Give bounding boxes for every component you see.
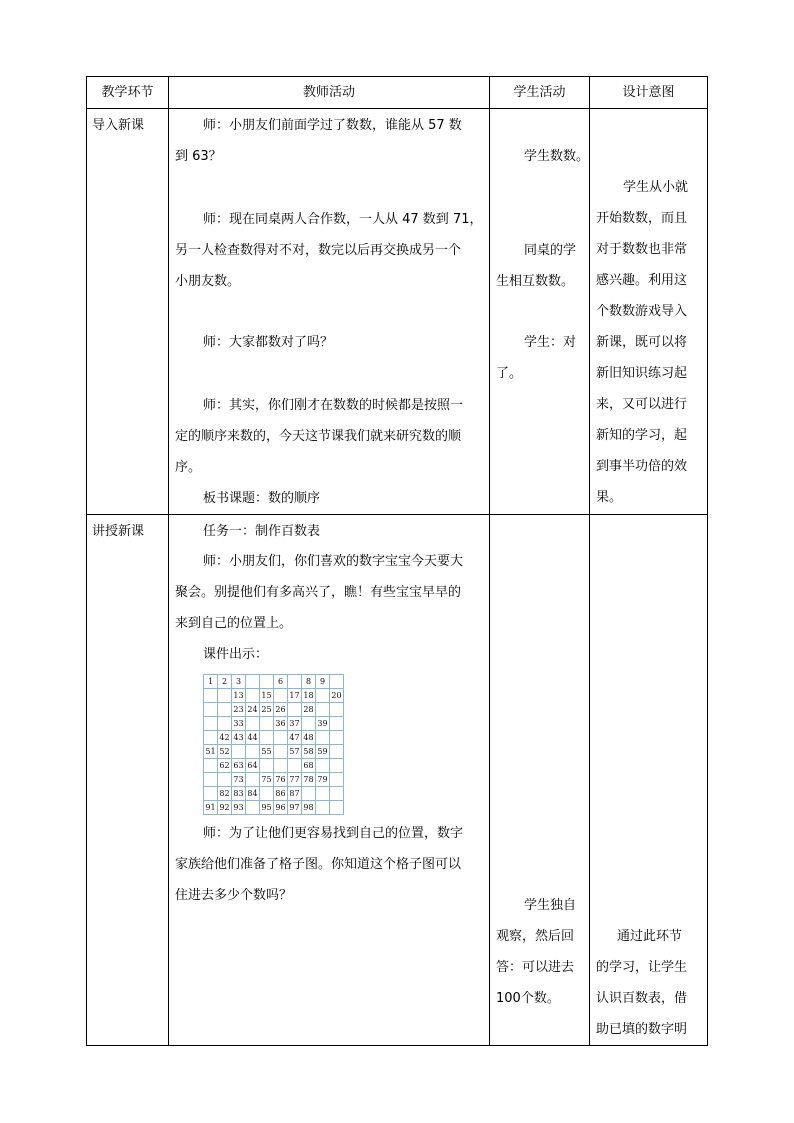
teacher-line: 来到自己的位置上。 [175, 616, 293, 631]
header-stage: 教学环节 [101, 85, 154, 100]
student-line: 观察，然后回 [496, 929, 575, 944]
grid-row [204, 759, 344, 773]
courseware-caption: 课件出示： [203, 647, 269, 662]
grid-cell [260, 717, 274, 731]
header-student-activity: 学生活动 [513, 85, 566, 100]
grid-cell: 23 [232, 703, 246, 717]
grid-cell [330, 675, 344, 689]
grid-cell [316, 731, 330, 745]
grid-cell: 97 [288, 801, 302, 815]
grid-cell: 86 [274, 787, 288, 801]
grid-row [204, 787, 344, 801]
grid-cell: 91 [204, 801, 218, 815]
grid-cell [246, 675, 260, 689]
section-divider [86, 514, 708, 515]
grid-cell [330, 703, 344, 717]
grid-cell: 9 [316, 675, 330, 689]
hundred-grid [203, 674, 344, 815]
grid-cell [218, 717, 232, 731]
student-line: 学生独自 [524, 898, 577, 913]
design-line: 认识百数表，借 [596, 991, 688, 1006]
design-line: 果。 [596, 490, 623, 505]
grid-cell: 79 [316, 773, 330, 787]
grid-cell: 76 [274, 773, 288, 787]
teacher-line: 序。 [175, 460, 202, 475]
student-line: 100个数。 [496, 991, 560, 1006]
grid-cell [330, 787, 344, 801]
grid-row [204, 717, 344, 731]
grid-cell: 20 [330, 689, 344, 703]
grid-cell: 73 [232, 773, 246, 787]
teacher-line: 住进去多少个数吗？ [175, 888, 293, 903]
grid-cell [302, 717, 316, 731]
teacher-line: 师：小朋友们前面学过了数数，谁能从 57 数 [203, 118, 462, 133]
grid-cell: 24 [246, 703, 260, 717]
teacher-line: 定的顺序来数的，今天这节课我们就来研究数的顺 [175, 429, 462, 444]
section-label-intro: 导入新课 [92, 118, 145, 133]
grid-cell: 68 [302, 759, 316, 773]
student-line: 生相互数数。 [496, 274, 575, 289]
task-title: 任务一：制作百数表 [203, 524, 321, 539]
grid-cell [260, 787, 274, 801]
student-line: 学生数数。 [524, 149, 590, 164]
teacher-line: 师：为了让他们更容易找到自己的位置，数字 [203, 826, 464, 841]
grid-cell [204, 689, 218, 703]
grid-cell [274, 759, 288, 773]
design-line: 新知的学习，起 [596, 428, 688, 443]
grid-cell: 6 [274, 675, 288, 689]
teacher-line: 聚会。别提他们有多高兴了，瞧！有些宝宝早早的 [175, 585, 462, 600]
grid-cell [204, 759, 218, 773]
grid-cell: 95 [260, 801, 274, 815]
table-bottom-border [86, 1045, 708, 1046]
grid-cell: 15 [260, 689, 274, 703]
grid-cell: 92 [218, 801, 232, 815]
grid-cell: 57 [288, 745, 302, 759]
grid-cell: 83 [232, 787, 246, 801]
grid-cell [330, 773, 344, 787]
grid-cell: 55 [260, 745, 274, 759]
grid-cell [218, 703, 232, 717]
grid-cell [316, 689, 330, 703]
grid-cell: 63 [232, 759, 246, 773]
grid-cell: 84 [246, 787, 260, 801]
grid-cell: 52 [218, 745, 232, 759]
column-divider-3 [589, 76, 590, 1046]
grid-cell: 48 [302, 731, 316, 745]
grid-cell [260, 731, 274, 745]
grid-row [204, 703, 344, 717]
grid-cell: 33 [232, 717, 246, 731]
grid-cell [204, 773, 218, 787]
grid-row [204, 675, 344, 689]
teacher-line: 师：大家都数对了吗？ [203, 335, 334, 350]
grid-cell: 39 [316, 717, 330, 731]
grid-cell [204, 787, 218, 801]
table-left-border [86, 76, 87, 1046]
teacher-line: 师：现在同桌两人合作数，一人从 47 数到 71， [203, 212, 483, 227]
grid-cell: 82 [218, 787, 232, 801]
grid-cell [246, 717, 260, 731]
grid-cell: 58 [302, 745, 316, 759]
teacher-line: 师：其实，你们刚才在数数的时候都是按照一 [203, 398, 464, 413]
teacher-line: 师：小朋友们，你们喜欢的数字宝宝今天要大 [203, 554, 464, 569]
teacher-line: 到 63？ [175, 149, 222, 164]
grid-cell [204, 717, 218, 731]
teacher-line: 家族给他们准备了格子图。你知道这个格子图可以 [175, 857, 462, 872]
grid-cell: 26 [274, 703, 288, 717]
grid-cell [302, 787, 316, 801]
design-line: 助已填的数字明 [596, 1022, 688, 1037]
grid-cell [316, 787, 330, 801]
column-divider-2 [489, 76, 490, 1046]
student-line: 同桌的学 [524, 243, 577, 258]
design-line: 个数数游戏导入 [596, 304, 688, 319]
grid-cell [330, 731, 344, 745]
grid-cell: 42 [218, 731, 232, 745]
grid-cell [316, 801, 330, 815]
grid-row [204, 745, 344, 759]
grid-cell [274, 745, 288, 759]
design-line: 对于数数也非常 [596, 242, 688, 257]
grid-cell: 75 [260, 773, 274, 787]
grid-row [204, 689, 344, 703]
design-line: 通过此环节 [617, 929, 683, 944]
design-line: 开始数数，而且 [596, 211, 688, 226]
grid-cell: 64 [246, 759, 260, 773]
grid-row [204, 773, 344, 787]
grid-cell: 1 [204, 675, 218, 689]
grid-cell: 87 [288, 787, 302, 801]
grid-cell: 3 [232, 675, 246, 689]
teacher-line: 小朋友数。 [175, 274, 241, 289]
grid-cell: 2 [218, 675, 232, 689]
grid-cell [232, 745, 246, 759]
grid-cell: 17 [288, 689, 302, 703]
student-line: 学生：对 [524, 335, 577, 350]
student-line: 答：可以进去 [496, 960, 575, 975]
design-line: 学生从小就 [623, 180, 689, 195]
board-title-line: 板书课题：数的顺序 [203, 491, 321, 506]
grid-cell [316, 703, 330, 717]
grid-cell: 47 [288, 731, 302, 745]
grid-cell [260, 675, 274, 689]
design-line: 新课，既可以将 [596, 335, 688, 350]
grid-cell: 51 [204, 745, 218, 759]
grid-cell [246, 801, 260, 815]
grid-cell: 8 [302, 675, 316, 689]
grid-cell: 25 [260, 703, 274, 717]
design-line: 感兴趣。利用这 [596, 273, 688, 288]
grid-cell: 28 [302, 703, 316, 717]
header-design-intent: 设计意图 [622, 85, 675, 100]
grid-cell [330, 801, 344, 815]
grid-cell: 93 [232, 801, 246, 815]
grid-cell [246, 745, 260, 759]
design-line: 来，又可以进行 [596, 397, 688, 412]
grid-cell [218, 773, 232, 787]
grid-cell: 78 [302, 773, 316, 787]
grid-cell [288, 759, 302, 773]
grid-cell [204, 703, 218, 717]
grid-cell: 96 [274, 801, 288, 815]
design-line: 新旧知识练习起 [596, 366, 688, 381]
grid-cell [260, 759, 274, 773]
grid-cell: 13 [232, 689, 246, 703]
grid-cell [246, 689, 260, 703]
grid-cell: 37 [288, 717, 302, 731]
grid-cell: 44 [246, 731, 260, 745]
design-line: 的学习，让学生 [596, 960, 688, 975]
header-teacher-activity: 教师活动 [302, 85, 355, 100]
grid-cell: 43 [232, 731, 246, 745]
grid-cell: 62 [218, 759, 232, 773]
column-divider-1 [168, 76, 169, 1046]
grid-row [204, 731, 344, 745]
grid-cell: 98 [302, 801, 316, 815]
table-right-border [707, 76, 708, 1046]
grid-cell [330, 717, 344, 731]
grid-cell: 77 [288, 773, 302, 787]
grid-cell [288, 703, 302, 717]
grid-cell: 18 [302, 689, 316, 703]
header-bottom-border [86, 108, 708, 109]
student-line: 了。 [496, 366, 523, 381]
grid-cell [330, 759, 344, 773]
section-label-teach: 讲授新课 [92, 524, 145, 539]
grid-row [204, 801, 344, 815]
grid-cell [330, 745, 344, 759]
grid-cell [246, 773, 260, 787]
grid-cell: 36 [274, 717, 288, 731]
teacher-line: 另一人检查数得对不对，数完以后再交换成另一个 [175, 243, 462, 258]
grid-cell [218, 689, 232, 703]
grid-cell [274, 689, 288, 703]
grid-cell [316, 759, 330, 773]
grid-cell [274, 731, 288, 745]
design-line: 到事半功倍的效 [596, 459, 688, 474]
grid-cell [204, 731, 218, 745]
grid-cell [288, 675, 302, 689]
grid-cell: 59 [316, 745, 330, 759]
